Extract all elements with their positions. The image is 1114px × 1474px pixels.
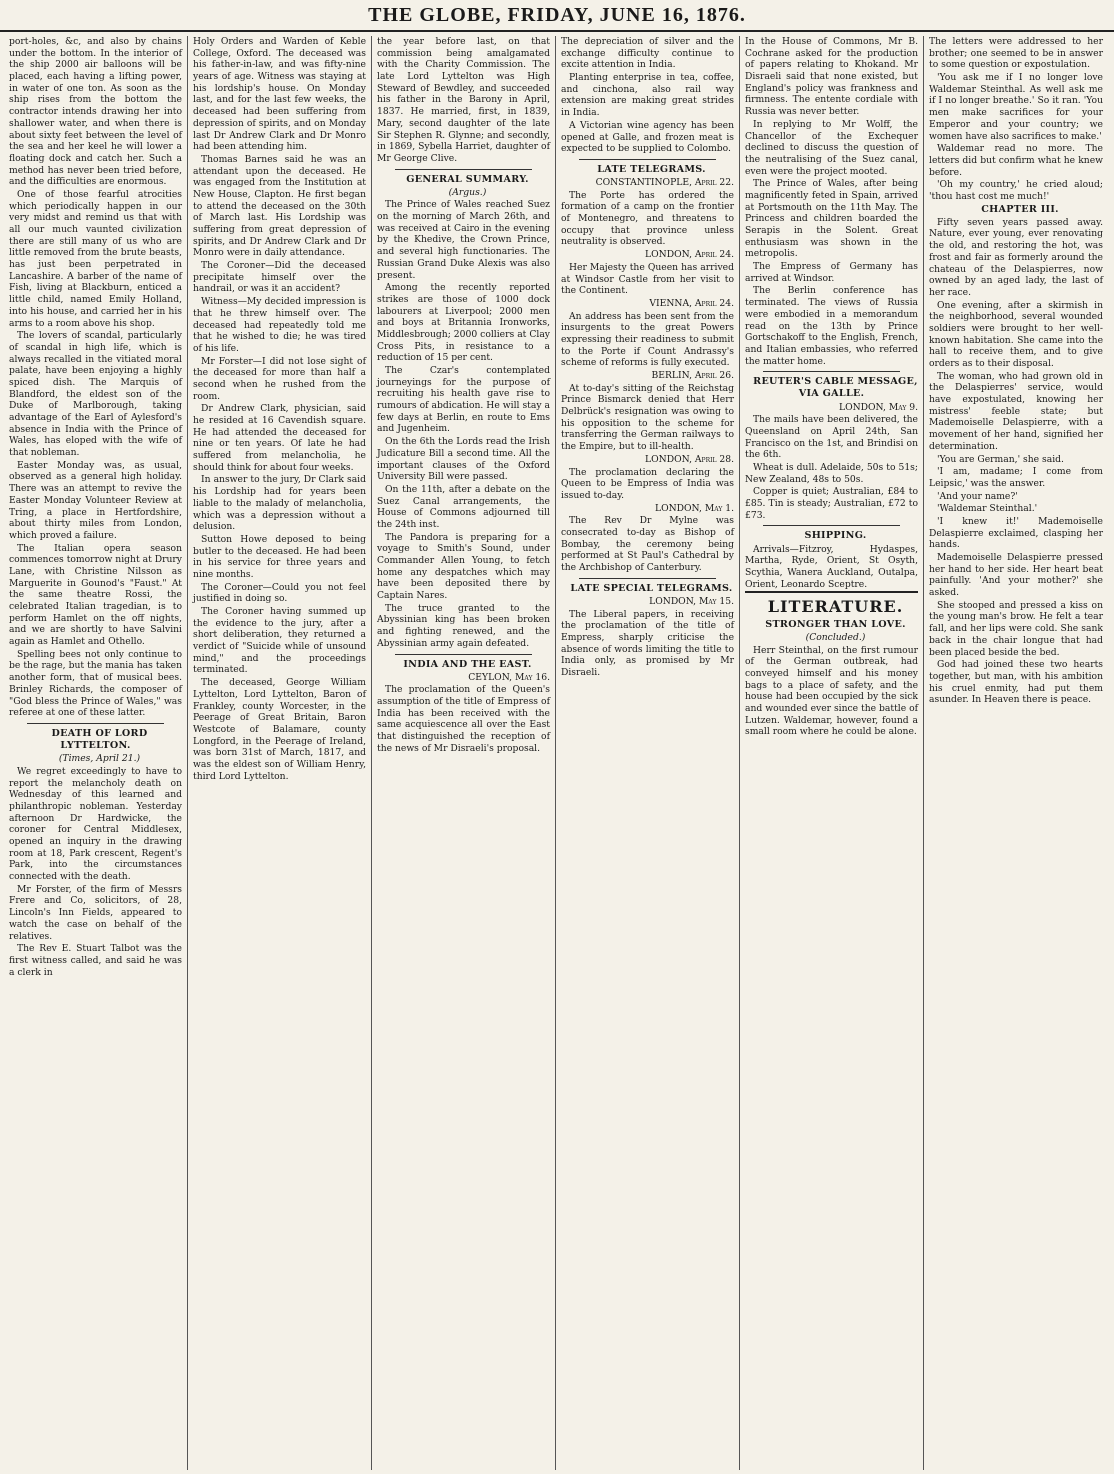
section-headline: LATE TELEGRAMS. [597,163,706,175]
paragraph: Witness—My decided impression is that he threw himself over. The deceased had repeatedly told me that he wished to die; he was tired of his life. [193,296,366,354]
paragraph: Among the recently reported strikes are those of 1000 dock labourers at Liverpool; 2000 men and boys at Britannia Ironworks, Middlesbrough; 2000 colliers at Clay Cross Pits, in resistance to a reduction of 15 per cent. [377,282,550,364]
paragraph: The lovers of scandal, particularly of scandal in high life, which is always recalled in the vitiated moral palate, have been enjoying a highly spiced dish. The Marquis of Blandford, the eldest son of the Duke of Marlborough, taking advantage of the Earl of Aylesford's absence in India with the Prince of Wales, has eloped with the wife of that nobleman. [9,330,182,459]
section-headline: INDIA AND THE EAST. [403,658,532,670]
column-2 [188,36,372,1470]
column-1 [4,36,188,1470]
paragraph: 'Oh my country,' he cried aloud; 'thou hast cost me much!' [929,179,1103,202]
paragraph: The mails have been delivered, the Queensland on April 24th, San Francisco on the 1st, and Brindisi on the 6th. [745,414,918,461]
paragraph: Herr Steinthal, on the first rumour of the German outbreak, had conveyed himself and his money bags to a place of safety, and the house had been occupied by the sick and wounded ever since the battle of Lutzen. Waldemar, however, found a small room where he could be alone. [745,644,918,738]
paragraph: Spelling bees not only continue to be the rage, but the mania has taken another form, that of musical bees. Brinley Richards, the composer of "God bless the Prince of Wales," was referee at one of these latter. [9,648,182,719]
divider [579,159,716,160]
paragraph: Planting enterprise in tea, coffee, and cinchona, also rail way extension are making great strides in India. [561,72,734,119]
dateline: VIENNA, April 24. [649,297,734,309]
dateline: LONDON, April 28. [645,453,734,465]
paragraph: We regret exceedingly to have to report the melancholy death on Wednesday of this learned and philanthropic nobleman. Yesterday afternoon Dr Hardwicke, the coroner for Central Middlesex, opened an inquiry in the drawing room at 18, Park crescent, Regent's Park, into the circumstances connected with the death. [9,765,182,883]
paragraph: The deceased, George William Lyttelton, Lord Lyttelton, Baron of Frankley, county Worcester, in the Peerage of Great Britain, Baron Westcote of Balamare, county Longford, in the Peerage of Ireland, was born 31st of March, 1817, and was the eldest son of William Henry, third Lord Lyttelton. [193,677,366,782]
paragraph: The Prince of Wales, after being magnificently feted in Spain, arrived at Portsmouth on the 11th May. The Princess and children boarded the Serapis in the Solent. Great enthusiasm was shown in the metropolis. [745,178,918,260]
column-5 [740,36,924,1470]
paragraph: 'I am, madame; I come from Leipsic,' was the answer. [929,466,1103,489]
paragraph: The depreciation of silver and the exchange difficulty continue to excite attention in India. [561,36,734,71]
divider [27,723,164,724]
divider [763,371,900,372]
paragraph: Thomas Barnes said he was an attendant upon the deceased. He was engaged from the Institution at New House, Clapton. He first began to attend the deceased on the 30th of March last. His Lordship was suffering from great depression of spirits, and Dr Andrew Clark and Dr Monro were in daily attendance. [193,153,366,259]
paragraph: The Liberal papers, in receiving the proclamation of the title of Empress, sharply criticise the absence of words limiting the title to India only, as promised by Mr Disraeli. [561,608,734,679]
column-6 [924,36,1108,1470]
paragraph: Mademoiselle Delaspierre pressed her hand to her side. Her heart beat painfully. 'And your mother?' she asked. [929,552,1103,599]
section-source: (Argus.) [448,186,487,198]
paragraph: Wheat is dull. Adelaide, 50s to 51s; New Zealand, 48s to 50s. [745,462,918,485]
paragraph: The Czar's contemplated journeyings for the purpose of recruiting his health gave rise to rumours of abdication. He will stay a few days at Berlin, en route to Ems and Jugenheim. [377,365,550,435]
paragraph: The woman, who had grown old in the Delaspierres' service, would have expostulated, knowing her mistress' feeble state; but Mademoiselle Delaspierre, with a movement of her hand, signified her determination. [929,370,1103,452]
dateline: CEYLON, May 16. [468,671,550,683]
paragraph: 'Waldemar Steinthal.' [937,503,1038,515]
dateline: LONDON, May 1. [654,502,734,514]
paragraph: The Coroner having summed up the evidence to the jury, after a short deliberation, they returned a verdict of "Suicide while of unsound mind," and the proceedings terminated. [193,606,366,676]
paragraph: The Empress of Germany has arrived at Windsor. [745,261,918,284]
divider [395,169,532,170]
section-headline: SHIPPING. [804,530,867,542]
article-headline: DEATH OF LORD LYTTELTON. [51,727,148,752]
paragraph: The Prince of Wales reached Suez on the morning of March 26th, and was received at Cairo in the evening by the Khedive, the Crown Prince, and several high functionaries. The Russian Grand Duke Alexis was also present. [377,199,550,281]
section-headline: LATE SPECIAL TELEGRAMS. [570,582,733,594]
paragraph: God had joined these two hearts together, but man, with his ambition his cruel enmity, had put them asunder. In Heaven there is peace. [929,659,1103,706]
dateline: LONDON, May 15. [649,595,734,607]
paragraph: The Coroner—Did the deceased precipitate himself over the handrail, or was it an accident? [193,260,366,295]
paragraph: The Pandora is preparing for a voyage to Smith's Sound, under Commander Allen Young, to fetch home any despatches which may have been deposited there by Captain Nares. [377,531,550,602]
paragraph: The proclamation declaring the Queen to be Empress of India was issued to-day. [561,466,734,501]
dateline: LONDON, May 9. [838,401,918,413]
divider [395,654,532,655]
paragraph: 'You are German,' she said. [937,453,1064,465]
paragraph: She stooped and pressed a kiss on the young man's brow. He felt a tear fall, and her lips were cold. She sank back in the chair longue that had been placed beside the bed. [929,599,1103,658]
dateline: BERLIN, April 26. [651,370,734,382]
paragraph: An address has been sent from the insurgents to the great Powers expressing their readiness to submit to the Porte if Count Andrassy's scheme of reforms is fully executed. [561,310,734,369]
column-4 [556,36,740,1470]
paragraph: port-holes, &c, and also by chains under the bottom. In the interior of the ship 2000 air balloons will be placed, each having a lifting power, in water of one ton. As soon as the ship rises from the bottom the contractor intends drawing her into shallower water, and when there is about sixty feet between the level of the sea and her keel he will lower a floating dock and catch her. Such a method has never been tried before, and the difficulties are enormous. [9,36,182,188]
story-subtitle: (Concluded.) [805,631,866,643]
columns [4,36,1110,1470]
paragraph: Sutton Howe deposed to being butler to the deceased. He had been in his service for three years and nine months. [193,533,366,580]
paragraph: The Coroner—Could you not feel justified in doing so. [193,581,366,605]
paragraph: The Rev E. Stuart Talbot was the first witness called, and said he was a clerk in [9,943,182,978]
paragraph: On the 11th, after a debate on the Suez Canal arrangements, the House of Commons adjourned till the 24th inst. [377,483,550,530]
paragraph: The proclamation of the Queen's assumption of the title of Empress of India has been received with the same acquiescence all over the East that distinguished the reception of the news of Mr Disraeli's proposal. [377,684,550,754]
literature-headline: LITERATURE. [745,591,918,617]
paragraph: Dr Andrew Clark, physician, said he resided at 16 Cavendish square. He had attended the deceased for nine or ten years. Of late he had suffered from melancholia, he should think for about four weeks. [193,403,366,473]
story-title: STRONGER THAN LOVE. [765,618,906,630]
paragraph: The Berlin conference has terminated. The views of Russia were embodied in a memorandum read on the 13th by Prince Gortschakoff to the English, French, and Italian embassies, who referred the matter home. [745,285,918,367]
dateline: CONSTANTINOPLE, April 22. [595,177,734,189]
paragraph: In the House of Commons, Mr B. Cochrane asked for the production of papers relating to Khokand. Mr Disraeli said that none existed, but England's policy was frankness and firmness. The entente cordiale with Russia was never better. [745,36,918,118]
paragraph: 'And your name?' [937,490,1018,502]
section-headline: REUTER'S CABLE MESSAGE, VIA GALLE. [753,376,918,400]
paragraph: One evening, after a skirmish in the neighborhood, several wounded soldiers were brought to her well-known habitation. She came into the hall to receive them, and to give orders as to their disposal. [929,299,1103,370]
article-source: (Times, April 21.) [58,753,141,765]
divider [763,525,900,526]
masthead-title: THE GLOBE, FRIDAY, JUNE 16, 1876. [368,3,746,26]
divider [579,578,716,579]
paragraph: The Porte has ordered the formation of a camp on the frontier of Montenegro, and threatens to occupy that province unless neutrality is observed. [561,189,734,248]
paragraph: The Rev Dr Mylne was consecrated to-day as Bishop of Bombay, the ceremony being performed at St Paul's Cathedral by the Archbishop of Canterbury. [561,515,734,574]
paragraph: Waldemar read no more. The letters did but confirm what he knew before. [929,143,1103,178]
paragraph: 'I knew it!' Mademoiselle Delaspierre exclaimed, clasping her hands. [929,515,1103,551]
column-3 [372,36,556,1470]
paragraph: Holy Orders and Warden of Keble College, Oxford. The deceased was his father-in-law, and was fifty-nine years of age. Witness was staying at his lordship's house. On Monday last, and for the last few weeks, the deceased had been suffering from depression of spirits, and on Monday last Dr Andrew Clark and Dr Monro had been attending him. [193,36,366,153]
paragraph: One of those fearful atrocities which periodically happen in our very midst and remind us that with all our much vaunted civilization there are still many of us who are little removed from the brute beasts, has just been perpetrated in Lancashire. A barber of the name of Fish, living at Blackburn, enticed a little child, named Emily Holland, into his house, and carried her in his arms to a room above his shop. [9,188,182,329]
paragraph: The truce granted to the Abyssinian king has been broken and fighting renewed, and the Abyssinian army again defeated. [377,602,550,649]
paragraph: The Italian opera season commences tomorrow night at Drury Lane, with Christine Nilsson as Marguerite in Gounod's "Faust." At the same theatre Rossi, the celebrated Italian tragedian, is to perform Hamlet on the off nights, and we are shortly to have Salvini again as Hamlet and Othello. [9,542,182,648]
paragraph: Mr Forster—I did not lose sight of the deceased for more than half a second when he rushed from the room. [193,355,366,402]
chapter-heading: CHAPTER III. [981,203,1059,215]
paragraph: The letters were addressed to her brother; one seemed to be in answer to some question or expostulation. [929,36,1103,71]
paragraph: the year before last, on that commission being amalgamated with the Charity Commission. The late Lord Lyttelton was High Steward of Bewdley, and succeeded his father in the Barony in April, 1837. He married, first, in 1839, Mary, second daughter of the late Sir Stephen R. Glynne; and secondly, in 1869, Sybella Harriet, daughter of Mr George Clive. [377,36,550,164]
paragraph: Easter Monday was, as usual, observed as a general high holiday. There was an attempt to revive the Easter Monday Volunteer Review at Tring, a place in Hertfordshire, about thirty miles from London, which proved a failure. [9,459,182,541]
paragraph: A Victorian wine agency has been opened at Galle, and frozen meat is expected to be supplied to Colombo. [561,119,734,155]
paragraph: At to-day's sitting of the Reichstag Prince Bismarck denied that Herr Delbrück's resignation was owing to his opposition to the scheme for transferring the German railways to the Empire, but to ill-health. [561,382,734,453]
paragraph: In answer to the jury, Dr Clark said his Lordship had for years been liable to the malady of melancholia, which was a depression without a delusion. [193,474,366,533]
section-headline: GENERAL SUMMARY. [406,173,529,185]
dateline: LONDON, April 24. [645,249,734,261]
paragraph: Mr Forster, of the firm of Messrs Frere and Co, solicitors, of 28, Lincoln's Inn Fields, appeared to watch the case on behalf of the relatives. [9,883,182,942]
masthead [0,0,1114,32]
paragraph: Copper is quiet; Australian, £84 to £85. Tin is steady; Australian, £72 to £73. [745,486,918,521]
paragraph: Her Majesty the Queen has arrived at Windsor Castle from her visit to the Continent. [561,261,734,297]
paragraph: Fifty seven years passed away. Nature, ever young, ever renovating the old, and restoring the hot, was frost and fair as formerly around the chateau of the Delaspierres, now owned by an aged lady, the last of her race. [929,216,1103,298]
paragraph: In replying to Mr Wolff, the Chancellor of the Exchequer declined to discuss the question of the neutralising of the Suez canal, even were the project mooted. [745,118,918,177]
paragraph: On the 6th the Lords read the Irish Judicature Bill a second time. All the important clauses of the Oxford University Bill were passed. [377,436,550,483]
paragraph: 'You ask me if I no longer love Waldemar Steinthal. As well ask me if I no longer breathe.' So it ran. 'You men make sacrifices for your Emperor and your country; we women have also sacrifices to make.' [929,72,1103,142]
paragraph: Arrivals—Fitzroy, Hydaspes, Martha, Ryde, Orient, St Osyth, Scythia, Wanera Auckland, Outalpa, Orient, Leonardo Sceptre. [745,543,918,590]
